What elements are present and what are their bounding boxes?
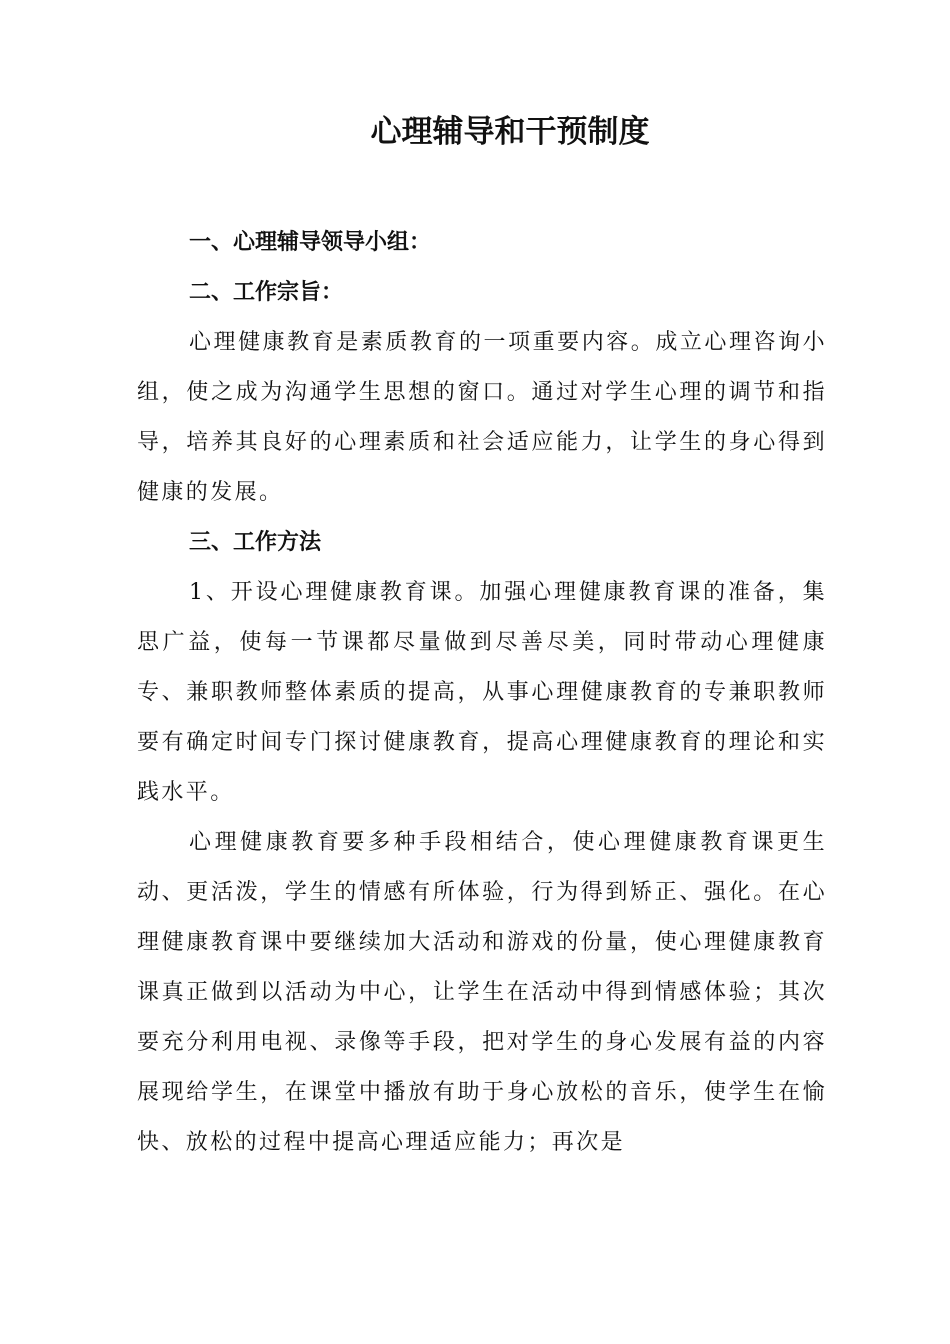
document-title: 心理辅导和干预制度	[370, 114, 650, 150]
paragraph-method-1-continued: 心理健康教育要多种手段相结合，使心理健康教育课更生动、更活泼，学生的情感有所体验，行为得到矫正、强化。在心理健康教育课中要继续加大活动和游戏的份量，使心理健康教育课真正做到以活动为中心，让学生在活动中得到情感体验；其次要充分利用电视、录像等手段，把对学生的身心发展有益的内容展现给学生，在课堂中播放有助于身心放松的音乐，使学生在愉快、放松的过程中提高心理适应能力；再次是	[137, 830, 827, 1155]
paragraph-method-1: 1、开设心理健康教育课。加强心理健康教育课的准备，集思广益，使每一节课都尽量做到尽善尽美，同时带动心理健康专、兼职教师整体素质的提高，从事心理健康教育的专兼职教师要有确定时间专门探讨健康教育，提高心理健康教育的理论和实践水平。	[137, 580, 827, 805]
paragraph-purpose: 心理健康教育是素质教育的一项重要内容。成立心理咨询小组，使之成为沟通学生思想的窗口。通过对学生心理的调节和指导，培养其良好的心理素质和社会适应能力，让学生的身心得到健康的发展。	[137, 330, 827, 505]
document-body	[137, 218, 827, 1168]
section-heading-work-methods: 三、工作方法	[189, 530, 322, 555]
section-heading-leadership-group: 一、心理辅导领导小组：	[189, 230, 432, 255]
section-heading-work-purpose: 二、工作宗旨：	[189, 280, 344, 305]
